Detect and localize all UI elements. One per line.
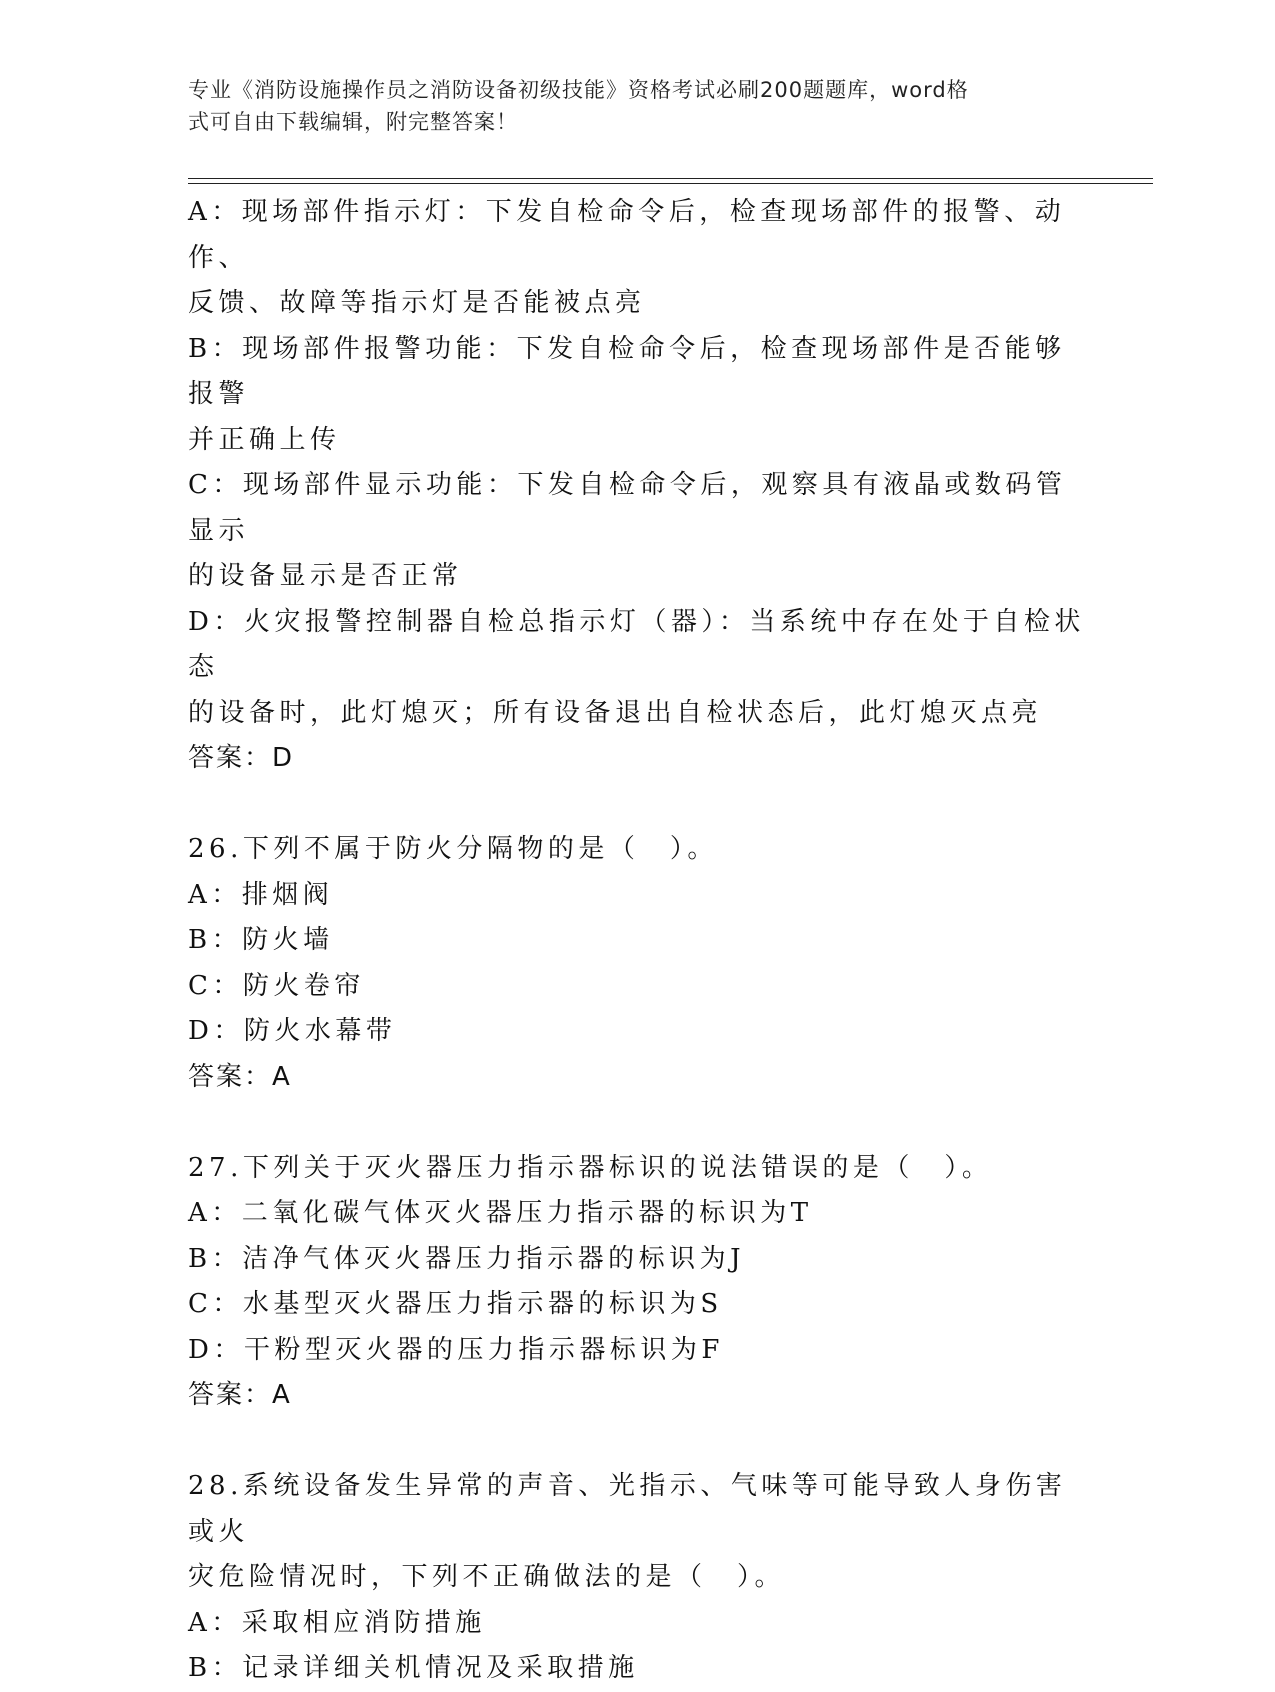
option-b: B：防火墙 — [188, 925, 334, 955]
question-stem: 26.下列不属于防火分隔物的是（ ）。 — [188, 834, 718, 864]
option-c-line-2: 的设备显示是否正常 — [188, 561, 463, 591]
option-c — [188, 463, 1088, 600]
option-b: B：记录详细关机情况及采取措施 — [188, 1653, 639, 1683]
answer-text: 答案：A — [188, 1061, 292, 1092]
option-d — [188, 600, 1088, 737]
header-line-2: 式可自由下载编辑，附完整答案！ — [188, 110, 518, 134]
question-25-continued — [188, 190, 1088, 782]
spacer — [188, 782, 1088, 828]
option-d-line-1: D：火灾报警控制器自检总指示灯（器）：当系统中存在处于自检状态 — [188, 606, 1085, 682]
answer-text: 答案：D — [188, 743, 295, 773]
question-27 — [188, 1146, 1088, 1419]
header-rule-top — [188, 178, 1153, 179]
spacer — [188, 1419, 1088, 1465]
header-rule-bottom — [188, 183, 1153, 184]
header-line-1: 专业《消防设施操作员之消防设备初级技能》资格考试必刷200题题库，word格 — [188, 78, 969, 102]
option-d: D：干粉型灭火器的压力指示器标识为F — [188, 1334, 724, 1365]
option-c: C：水基型灭火器压力指示器的标识为S — [188, 1289, 723, 1319]
option-a: A：采取相应消防措施 — [188, 1607, 486, 1638]
option-b-line-2: 并正确上传 — [188, 424, 341, 455]
document-header — [188, 74, 1078, 138]
option-a — [188, 190, 1088, 327]
option-b-line-1: B：现场部件报警功能：下发自检命令后，检查现场部件是否能够报警 — [188, 333, 1066, 409]
option-c: C：防火卷帘 — [188, 970, 365, 1001]
option-d: D：防火水幕带 — [188, 1016, 397, 1046]
option-a-line-1: A：现场部件指示灯：下发自检命令后，检查现场部件的报警、动作、 — [188, 197, 1066, 273]
option-c-line-1: C：现场部件显示功能：下发自检命令后，观察具有液晶或数码管显示 — [188, 470, 1067, 546]
option-a-line-2: 反馈、故障等指示灯是否能被点亮 — [188, 288, 646, 318]
question-26 — [188, 827, 1088, 1100]
option-b — [188, 327, 1088, 464]
answer-text: 答案：A — [188, 1380, 292, 1410]
question-stem-line-1: 28.系统设备发生异常的声音、光指示、气味等可能导致人身伤害或火 — [188, 1471, 1067, 1547]
option-b: B：洁净气体灭火器压力指示器的标识为J — [188, 1243, 746, 1274]
option-a: A：排烟阀 — [188, 879, 334, 910]
spacer — [188, 1100, 1088, 1146]
option-a: A：二氧化碳气体灭火器压力指示器的标识为T — [188, 1198, 813, 1228]
option-d-line-2: 的设备时，此灯熄灭；所有设备退出自检状态后，此灯熄灭点亮 — [188, 697, 1043, 728]
question-28 — [188, 1464, 1088, 1692]
question-stem-line-2: 灾危险情况时，下列不正确做法的是（ ）。 — [188, 1562, 786, 1592]
question-stem: 27.下列关于灭火器压力指示器标识的说法错误的是（ ）。 — [188, 1152, 993, 1183]
question-content — [188, 190, 1088, 1692]
